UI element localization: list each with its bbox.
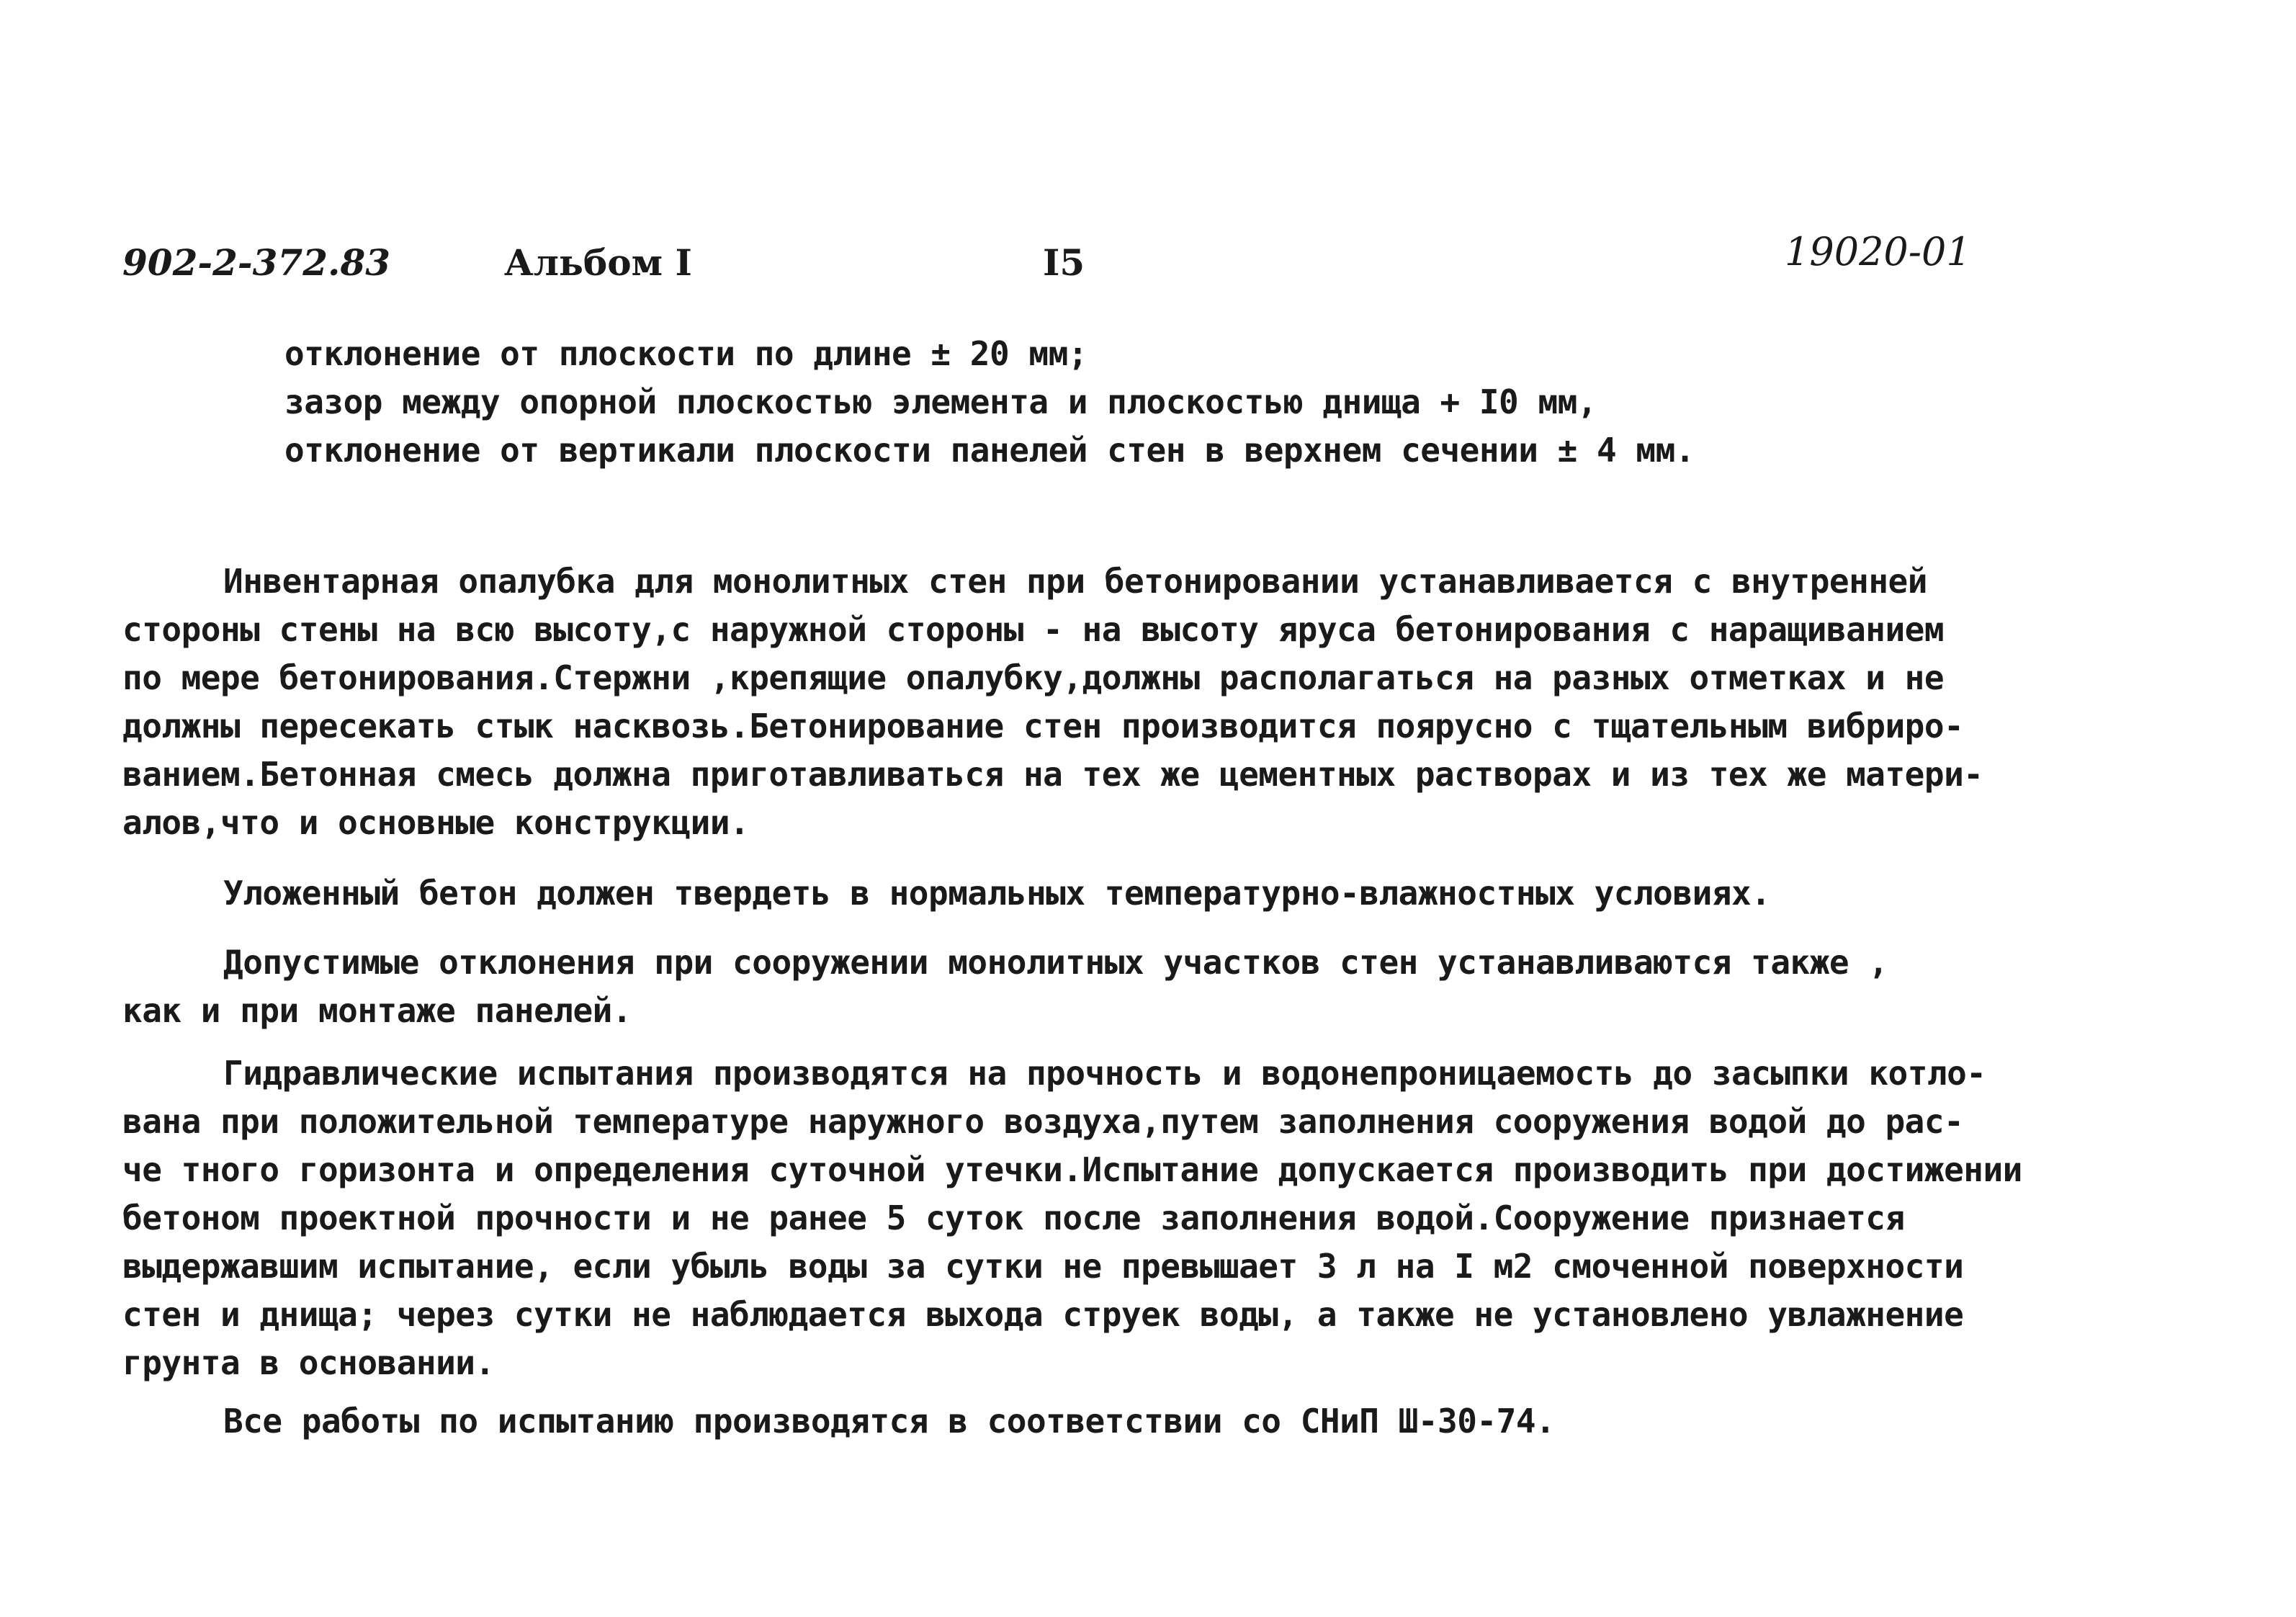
paragraph-formwork (122, 557, 2096, 847)
paragraph-line: Инвентарная опалубка для монолитных стен при бетонировании устанавливается с внутренней (223, 562, 1927, 601)
list-item: отклонение от плоскости по длине ± 20 мм; (284, 334, 1088, 373)
paragraph-line: Все работы по испытанию производятся в соответствии со СНиП Ш-30-74. (223, 1402, 1556, 1441)
paragraph-hydraulic-tests (122, 1049, 2096, 1387)
paragraph-line: Гидравлические испытания производятся на прочность и водонепроницаемость до засыпки котло- (223, 1054, 1986, 1093)
paragraph-snip-reference (122, 1397, 2096, 1446)
paragraph-curing (122, 869, 2096, 918)
paragraph-line: вана при положительной температуре наружного воздуха,путем заполнения сооружения водой до рас- (122, 1102, 1964, 1141)
paragraph-line: стороны стены на всю высоту,с наружной стороны - на высоту яруса бетонирования с наращиванием (122, 610, 1945, 649)
paragraph-line: алов,что и основные конструкции. (122, 803, 750, 842)
paragraph-line: выдержавшим испытание, если убыль воды за сутки не превышает 3 л на I м2 смоченной поверхности (122, 1247, 1964, 1286)
paragraph-line: стен и днища; через сутки не наблюдается выхода струек воды, а также не установлено увлажнение (122, 1295, 1964, 1334)
paragraph-tolerances (122, 939, 2096, 1035)
paragraph-line: Уложенный бетон должен твердеть в нормальных температурно-влажностных условиях. (223, 874, 1771, 913)
tolerance-list (122, 330, 2096, 475)
album-label: Альбом I (504, 241, 692, 284)
paragraph-line: должны пересекать стык насквозь.Бетонирование стен производится поярусно с тщательным вибриро- (122, 707, 1964, 745)
paragraph-line: грунта в основании. (122, 1343, 495, 1382)
paragraph-line: Допустимые отклонения при сооружении монолитных участков стен устанавливаются также , (223, 943, 1888, 982)
paragraph-line: как и при монтаже панелей. (122, 991, 632, 1030)
inventory-number: 19020-01 (1785, 229, 1971, 274)
paragraph-line: бетоном проектной прочности и не ранее 5 суток после заполнения водой.Сооружение признается (122, 1199, 1905, 1237)
paragraph-line: по мере бетонирования.Стержни ,крепящие опалубку,должны располагаться на разных отметках и не (122, 658, 1945, 697)
document-code: 902-2-372.83 (122, 241, 391, 284)
list-item: зазор между опорной плоскостью элемента и плоскостью днища + I0 мм, (284, 382, 1597, 421)
paragraph-line: ванием.Бетонная смесь должна приготавливаться на тех же цементных растворах и из тех же матери- (122, 755, 1983, 794)
page-number: I5 (1043, 241, 1085, 284)
paragraph-line: че тного горизонта и определения суточной утечки.Испытание допускается производить при достижении (122, 1150, 2022, 1189)
list-item: отклонение от вертикали плоскости панелей стен в верхнем сечении ± 4 мм. (284, 431, 1695, 470)
